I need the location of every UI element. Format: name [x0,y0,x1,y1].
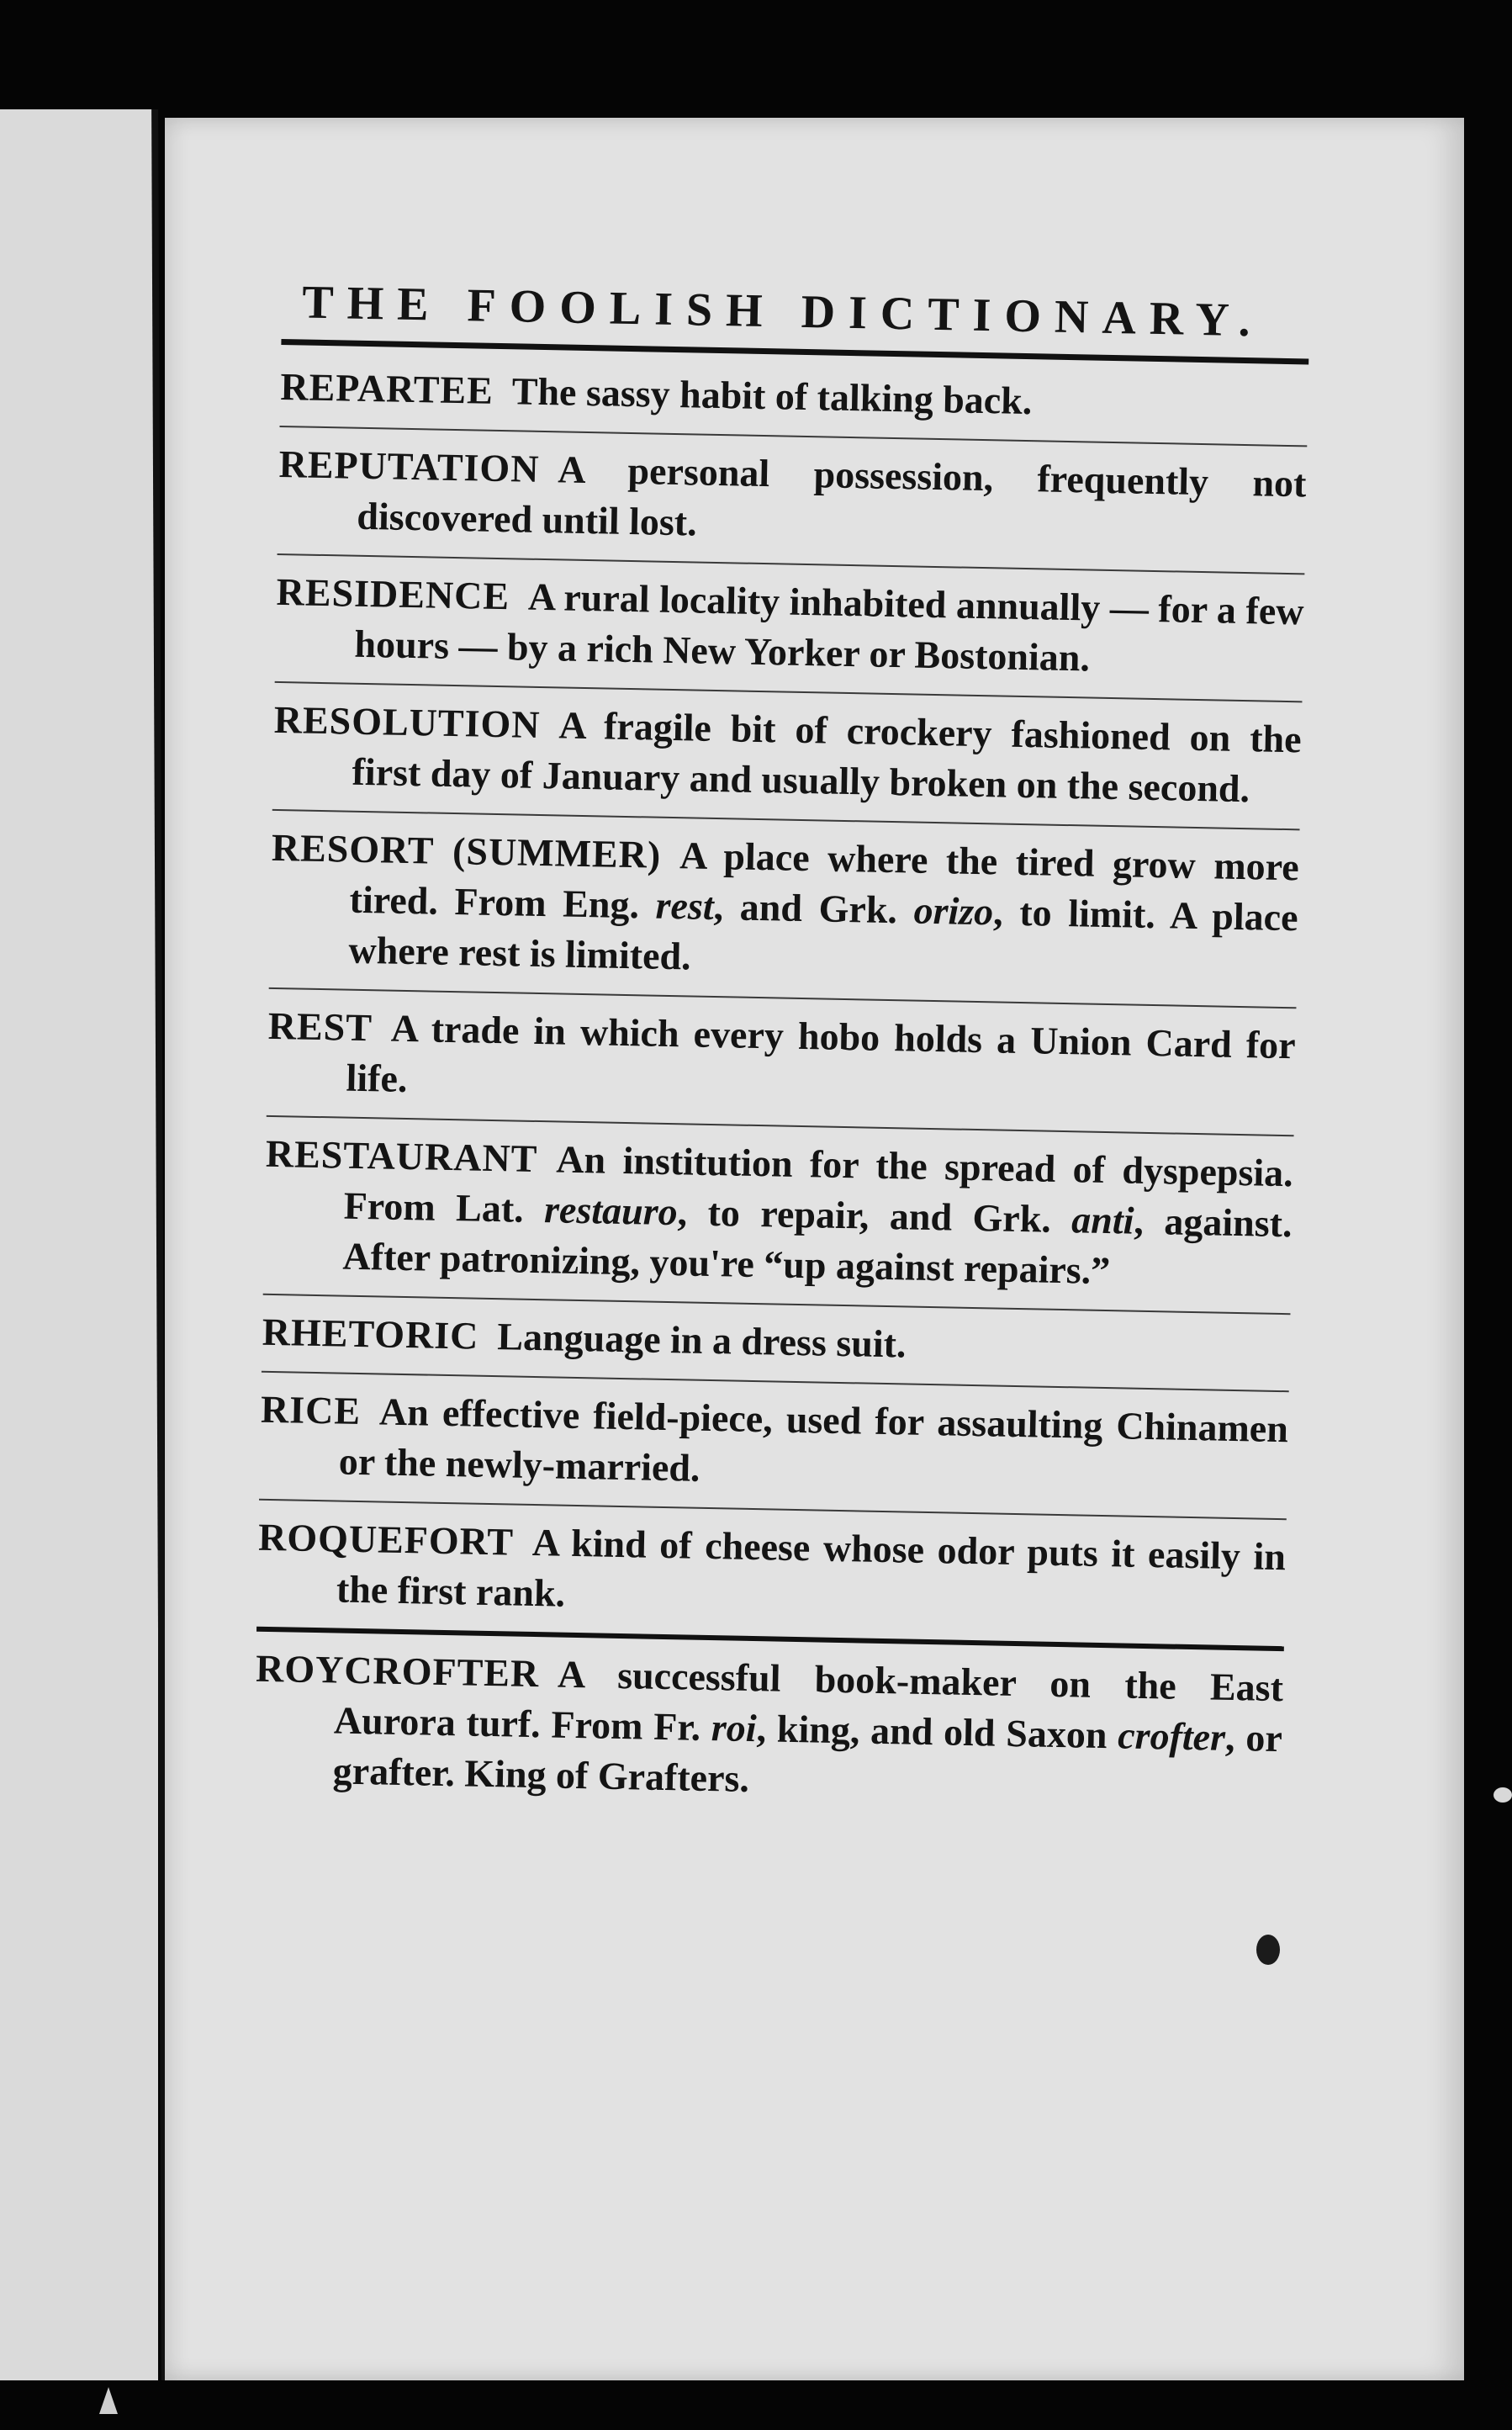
running-header: THE FOOLISH DICTIONARY. [301,276,1265,347]
etymology-word: restauro [543,1188,679,1234]
etymology-word: roi [711,1706,758,1750]
definition-fragment: , to repair, and Grk. [677,1190,1072,1241]
definition-fragment: An institution for the spread of dyspepsia. From Lat. [343,1137,1294,1231]
definition-fragment: A kind of cheese whose odor puts it easily in the first rank. [336,1520,1287,1615]
dictionary-entry [272,683,1303,830]
definition-fragment: The sassy habit of talking back. [511,369,1033,423]
entry-text [272,695,1302,815]
entry-definition [338,1390,1288,1489]
entry-text [280,362,1308,431]
definition-fragment: , against. After patronizing, you're “up against repairs.” [342,1199,1293,1293]
etymology-word: rest [655,883,715,928]
left-page-edge [0,109,158,2380]
definition-fragment: A place where the tired grow more tired. From Eng. [349,834,1300,927]
dictionary-entry [253,1632,1284,1828]
entry-definition [346,1007,1296,1100]
corner-tear [99,2387,118,2414]
entry-term: RICE [260,1387,362,1433]
entry-term: RESOLUTION [273,697,541,746]
definition-fragment: Language in a dress suit. [496,1315,907,1366]
entry-term: RESORT (SUMMER) [271,825,662,876]
definition-fragment: An effective field-piece, used for assaulting Chinamen or the newly-married. [338,1390,1289,1490]
entry-text [262,1307,1290,1377]
dictionary-entry [267,989,1297,1136]
definition-fragment: A successful book-maker on the East Aurora turf. From Fr. [333,1652,1284,1750]
definition-fragment: A trade in which every hobo holds a Union Card for life. [346,1006,1297,1101]
etymology-word: orizo [913,888,994,934]
page-text-block [253,273,1310,1828]
dictionary-entry [259,1373,1289,1520]
entry-term: ROQUEFORT [257,1515,515,1564]
definition-fragment: A personal possession, frequently not discovered until lost. [356,447,1307,544]
definition-fragment: A rural locality inhabited annually — for a few hours — by a rich New Yorker or Bostonian. [354,574,1304,680]
dictionary-entry [275,555,1305,702]
dictionary-entry [263,1117,1294,1315]
entry-term: ROYCROFTER [255,1646,540,1696]
dictionary-entry [269,811,1300,1009]
entry-text [275,567,1304,687]
dictionary-entry [278,427,1308,574]
entry-term: RESTAURANT [265,1131,538,1181]
ink-blot [1256,1935,1280,1965]
entry-text [267,1001,1296,1121]
dictionary-entry [256,1501,1287,1651]
entry-text [269,823,1299,993]
definition-fragment: A fragile bit of crockery fashioned on the first day of January and usually broken on the second. [352,703,1303,811]
entry-text [263,1129,1293,1300]
definition-fragment: , king, and old Saxon [756,1707,1118,1757]
entry-text [253,1644,1283,1814]
entry-text [256,1512,1286,1633]
definition-fragment: , to limit. A place where rest is limited. [348,890,1299,978]
definition-fragment: , or grafter. King of Grafters. [332,1715,1283,1800]
entry-term: REST [267,1003,373,1050]
entry-text [259,1384,1288,1505]
entry-list [253,350,1308,1828]
etymology-word: crofter [1117,1713,1226,1759]
definition-fragment: , and Grk. [713,884,915,932]
entry-term: RHETORIC [262,1310,479,1358]
entry-term: REPUTATION [278,442,540,490]
dictionary-page [165,118,1464,2380]
page-edge-mark [1493,1787,1512,1803]
entry-text [278,439,1307,559]
entry-definition [497,1315,907,1365]
entry-term: REPARTEE [279,364,494,412]
etymology-word: anti [1071,1198,1134,1242]
entry-term: RESIDENCE [276,569,510,618]
entry-definition [511,369,1032,422]
